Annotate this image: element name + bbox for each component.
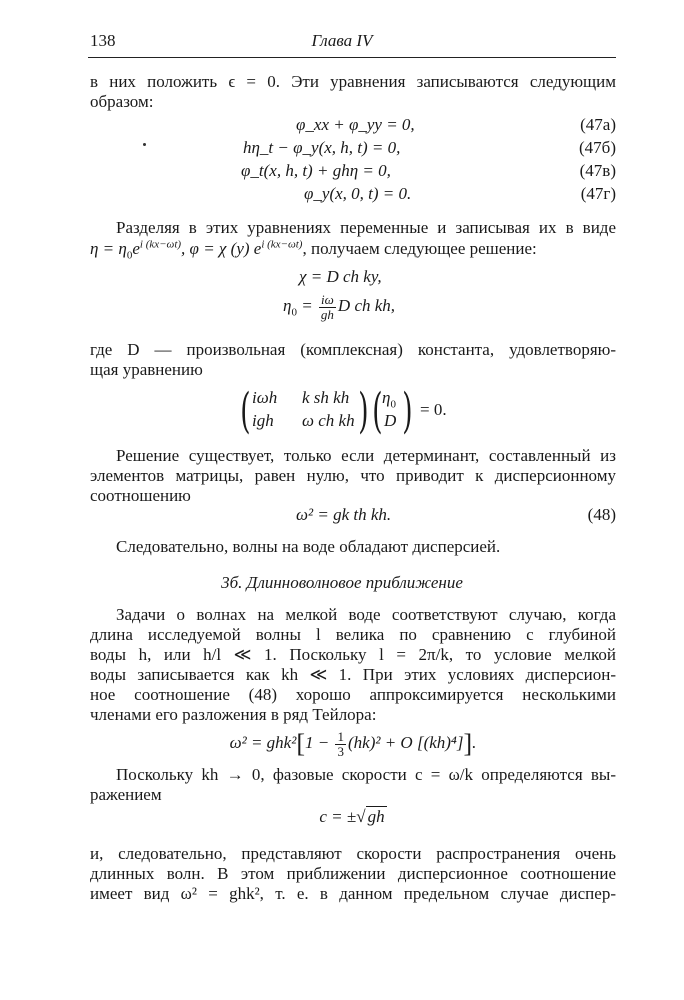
equation-number: (47в) bbox=[579, 161, 616, 180]
paragraph-line: длинных волн. В этом приближении дисперсионное соотношение bbox=[90, 864, 616, 883]
print-speck bbox=[143, 143, 146, 146]
equation-number: (47а) bbox=[580, 115, 616, 134]
paren-left: ( bbox=[240, 383, 251, 439]
equation-48: ω² = gk th kh. bbox=[296, 505, 392, 524]
equation-number: (48) bbox=[587, 505, 616, 524]
paragraph-line: ное соотношение (48) хорошо аппроксимируется несколькими bbox=[90, 685, 616, 704]
paren-left: ( bbox=[372, 383, 383, 439]
paragraph-line: образом: bbox=[90, 92, 154, 111]
paragraph-line: членами его разложения в ряд Тейлора: bbox=[90, 705, 377, 724]
phase-velocity: c = ±√ gh bbox=[319, 807, 385, 826]
equation-47c: φ_t(x, h, t) + ghη = 0, bbox=[241, 161, 391, 180]
paragraph-line: Задачи о волнах на мелкой воде соответствуют случаю, когда bbox=[116, 605, 616, 624]
paragraph-line: щая уравнению bbox=[90, 360, 203, 379]
paragraph-line: соотношению bbox=[90, 486, 191, 505]
equation-number: (47б) bbox=[579, 138, 616, 157]
paragraph-line: воды h, или h/l ≪ 1. Поскольку l = 2π/k, то условие мелкой bbox=[90, 645, 616, 664]
paragraph-line: Следовательно, волны на воде обладают дисперсией. bbox=[116, 537, 501, 556]
taylor-expansion: ω² = ghk²[1 − $\frac{1}{3}$ (hk)² + O [(kh)⁴]]. bbox=[229, 728, 477, 759]
paren-right: ) bbox=[358, 383, 369, 439]
paragraph-line: Поскольку kh → 0, фазовые скорости c = ω/k определяются вы- bbox=[116, 765, 616, 784]
paragraph-line: Решение существует, только если детерминант, составленный из bbox=[116, 446, 616, 465]
equation-47d: φ_y(x, 0, t) = 0. bbox=[304, 184, 412, 203]
equation-number: (47г) bbox=[580, 184, 616, 203]
paragraph-line: воды записывается как kh ≪ 1. При этих условиях дисперсион- bbox=[90, 665, 616, 684]
page-number: 138 bbox=[90, 31, 116, 50]
matrix-equation: ( iωh k sh kh igh ω ch kh ) ( $\eta_0$ D ) = 0. bbox=[240, 383, 447, 439]
paragraph-line: $\eta = \eta_0e^{i (kx-\omega t)}$, φ = χ (y) $e^{i (kx-\omega t)}$, получаем следующее решение: bbox=[90, 238, 537, 262]
header-rule bbox=[88, 57, 616, 58]
paragraph-line: элементов матрицы, равен нулю, что приводит к дисперсионному bbox=[90, 466, 616, 485]
solution-eta: $\eta_0$ = $\frac{i\omega}{gh}$ D ch kh, bbox=[283, 291, 396, 322]
paragraph-line: где D — произвольная (комплексная) константа, удовлетворяю- bbox=[90, 340, 616, 359]
paragraph-line: и, следовательно, представляют скорости распространения очень bbox=[90, 844, 616, 863]
equation-47b: hη_t − φ_y(x, h, t) = 0, bbox=[243, 138, 401, 157]
section-title: 3б. Длинноволновое приближение bbox=[221, 573, 463, 592]
paragraph-line: имеет вид ω² = ghk², т. е. в данном предельном случае диспер- bbox=[90, 884, 616, 903]
solution-chi: χ = D ch ky, bbox=[299, 267, 382, 286]
equation-47a: φ_xx + φ_yy = 0, bbox=[296, 115, 415, 134]
paragraph-line: в них положить ϵ = 0. Эти уравнения записываются следующим bbox=[90, 72, 616, 91]
paragraph-line: ражением bbox=[90, 785, 162, 804]
paren-right: ) bbox=[402, 383, 413, 439]
paragraph-line: длина исследуемой волны l велика по сравнению с глубиной bbox=[90, 625, 616, 644]
running-header: Глава IV bbox=[311, 31, 373, 50]
paragraph-line: Разделяя в этих уравнениях переменные и записывая их в виде bbox=[116, 218, 616, 237]
